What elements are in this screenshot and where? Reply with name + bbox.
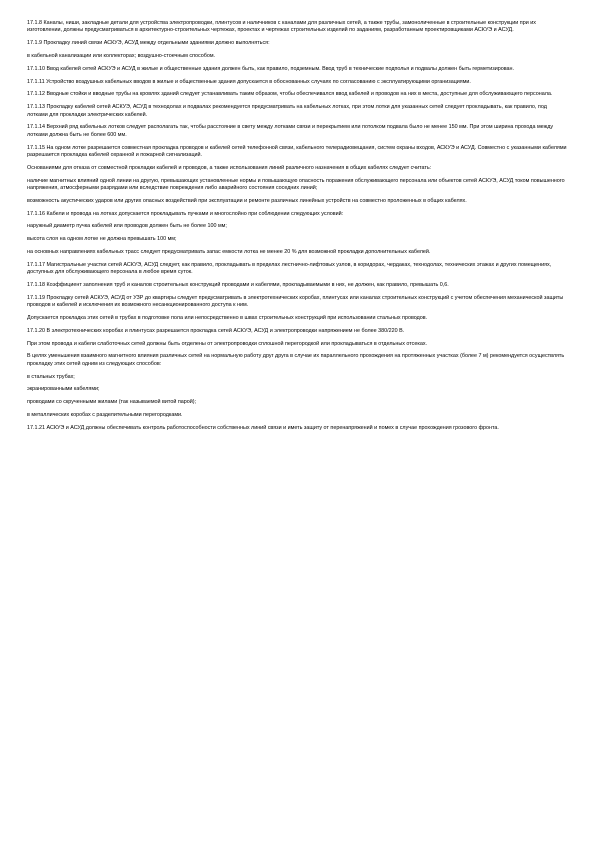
paragraph-17-1-13: 17.1.13 Прокладку кабелей сетей АСКУЭ, АСУД в технодолах и подвалах рекомендуется предусматривать на кабельных лотках, при этом лотки для указанных сетей следует прокладывать, как правило, под лотками для прокладки электрических кабелей. xyxy=(27,104,547,118)
paragraph-text: При этом провода и кабели слаботочных сетей должны быть отделены от электропроводки сплошной перегородкой или прокладываться в отдельных отсеках. xyxy=(27,340,428,347)
paragraph-list-item: проводами со скрученными жилами (так называемой витой парой); xyxy=(27,399,197,406)
paragraph-17-1-19: 17.1.19 Прокладку сетей АСКУЭ, АСУД от УЗР до квартиры следует предусматривать в электротехнических коробах, плинтусах или каналах строительных конструкций с учетом обеспечения механической защиты проводов и кабелей и исключения их возможного несанкционированного доступа к ним. xyxy=(27,294,564,309)
paragraph-17-1-20: 17.1.20 В электротехнических коробах и плинтусах разрешается прокладка сетей АСКУЭ, АСУД и электропроводки напряжением не более 380/220 В. xyxy=(27,327,405,334)
document-page xyxy=(27,20,569,438)
paragraph-list-item: возможность акустических ударов или других опасных воздействий при эксплуатации и ремонте различных линейных устройств на совместно проложенных в общих кабелях. xyxy=(27,197,467,204)
paragraph-17-1-11: 17.1.11 Устройство воздушных кабельных вводов в жилые и общественные здания допускается в обоснованных случаях по согласованию с эксплуатирующими организациями. xyxy=(27,78,471,85)
paragraph-17-1-8: 17.1.8 Каналы, ниши, закладные детали для устройства электропроводки, плинтусов и наличников с каналами для различных сетей, а также трубы, замоноличенные в строительные конструкции при их изготовлении, должны предусматриваться в архитектурно-строительных чертежах, проектах и чертежах строительных изделий по заданиям, разработанным проектировщиками АСКУЭ и АСУД. xyxy=(27,20,536,34)
paragraph-text: В целях уменьшения взаимного магнитного влияния различных сетей на нормальную работу друг друга в случае их параллельного прохождения на протяженных участках (более 7 м) рекомендуется осуществлять прокладку этих сетей одним из следующих способов: xyxy=(27,353,565,367)
paragraph-text: Основаниями для отказа от совместной прокладки кабелей и проводов, а также использования линий различного назначения в общих кабелях следует считать: xyxy=(27,164,432,171)
paragraph-list-item: наружный диаметр пучка кабелей или проводов должен быть не более 100 мм; xyxy=(27,223,227,230)
paragraph-17-1-12: 17.1.12 Вводные стойки и вводные трубы на кровлях зданий следует устанавливать таким образом, чтобы обеспечивался ввод кабелей и проводов на них в места, доступные для обслуживающего персонала. xyxy=(27,91,553,98)
paragraph-17-1-14: 17.1.14 Верхний ряд кабельных лотков следует располагать так, чтобы расстояние в свету между лотками связи и перекрытием или потолком подвала было не менее 150 мм. При этом ширина прохода между лотками должна быть не более 600 мм. xyxy=(27,124,554,138)
paragraph-list-item: высота слоя на одном лотке не должна превышать 100 мм; xyxy=(27,236,177,243)
paragraph-list-item: в стальных трубах; xyxy=(27,373,75,380)
paragraph-17-1-16: 17.1.16 Кабели и провода на лотках допускается прокладывать пучками и многослойно при соблюдении следующих условий: xyxy=(27,210,344,217)
paragraph-17-1-17: 17.1.17 Магистральные участки сетей АСКУЭ, АСУД следует, как правило, прокладывать в пределах лестнично-лифтовых узлов, в коридорах, чердаках, технодолах, технических этажах и других помещениях, доступных для обслуживающего персонала в любое время суток. xyxy=(27,261,552,276)
paragraph-17-1-10: 17.1.10 Ввод кабелей сетей АСКУЭ и АСУД в жилые и общественные здания должен быть, как правило, подземным. Ввод труб в технические подполья и подвалы должен быть герметизирован. xyxy=(27,65,514,72)
paragraph-list-item: наличие магнитных влияний одной линии на другую, превышающих установленные нормы и повышающую опасность поражения обслуживающего персонала или объектов сетей АСКУЭ, АСУД током повышенного напряжения, атмосферными разрядами или вследствие повреждения либо аварийного состояния соседних линий; xyxy=(27,177,565,191)
paragraph-list-item: экранированными кабелями; xyxy=(27,386,100,393)
paragraph-17-1-21: 17.1.21 АСКУЭ и АСУД должны обеспечивать контроль работоспособности собственных линий связи и иметь защиту от перенапряжений и помех в случае прохождения грозового фронта. xyxy=(27,424,499,431)
paragraph-list-item: в кабельной канализации или коллекторах; воздушно-стоечным способом. xyxy=(27,53,216,59)
paragraph-list-item: в металлических коробах с разделительными перегородками. xyxy=(27,411,183,418)
paragraph-17-1-15: 17.1.15 На одном лотке разрешается совместная прокладка проводов и кабелей сетей телефонной связи, кабельного телерадиовещания, систем охраны входов, АСКУЭ и АСУД. Совместно с указанными кабелями разрешается прокладка кабелей охранной и пожарной сигнализаций. xyxy=(27,144,567,158)
paragraph-text: Допускается прокладка этих сетей в трубах в подготовке пола или непосредственно в швах строительных конструкций при использовании стальных проводов. xyxy=(27,314,428,321)
paragraph-list-item: на основных направлениях кабельных трасс следует предусматривать запас емкости лотка не менее 20 % для возможной прокладки дополнительных кабелей. xyxy=(27,248,431,255)
paragraph-17-1-9: 17.1.9 Прокладку линий связи АСКУЭ, АСУД между отдельными зданиями должно выполняться: xyxy=(27,40,270,47)
paragraph-17-1-18: 17.1.18 Коэффициент заполнения труб и каналов строительных конструкций проводами и кабелями, прокладываемыми в них, не должен, как правило, превышать 0,6. xyxy=(27,281,449,288)
